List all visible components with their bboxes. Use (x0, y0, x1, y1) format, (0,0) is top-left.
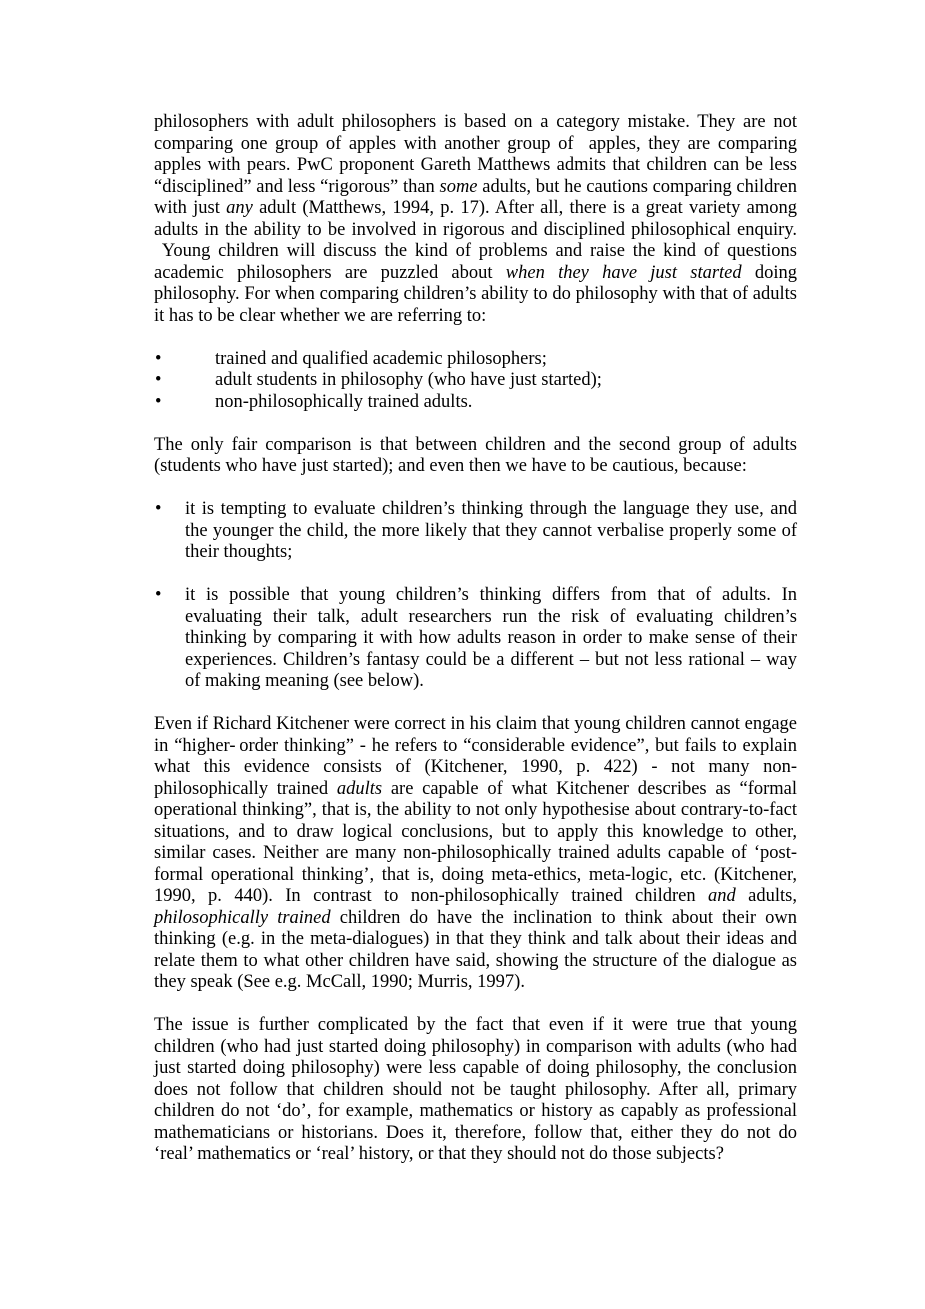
page-content (154, 112, 797, 1187)
list-item-text: it is possible that young children’s thinking differs from that of adults. In evaluating their talk, adult researchers run the risk of evaluating children’s thinking by comparing it with how adults reason in order to make sense of their experiences. Children’s fantasy could be a different – but not less rational – way of making meaning (see below). (185, 585, 797, 691)
list-item-text: non-philosophically trained adults. (215, 391, 473, 412)
list-item (154, 499, 797, 564)
list-item (154, 370, 797, 392)
text-run: children do have the inclination to think about their own thinking (e.g. in the meta-dialogues) in that they think and talk about their ideas and relate them to what other children have said, showing the structure of the dialogue as they speak (See e.g. McCall, 1990; Murris, 1997). (154, 907, 798, 992)
text-run: Even if Richard Kitchener were correct in his claim that young children cannot engage in “higher- order thinking” - he refers to “considerable evidence”, but fails to explain what this evidence consists of (Kitchener, 1990, p. 422) - not many non-philosophically trained (154, 714, 797, 799)
text-run: are capable of what Kitchener describes as “formal operational thinking”, that is, the ability to not only hypothesise about contrary-to-fact situations, and to draw logical conclusions, but to apply this knowledge to other, similar cases. Neither are many non-philosophically trained adults capable of ‘post-formal operational thinking’, that is, doing meta-ethics, meta-logic, etc. (Kitchener, 1990, p. 440). In contrast to non-philosophically trained children (154, 778, 797, 906)
bullet-icon: • (155, 499, 162, 519)
list-item-text: adult students in philosophy (who have just started); (215, 370, 602, 390)
bullet-icon: • (155, 391, 162, 412)
paragraph-continuation (154, 112, 797, 327)
italic-text-run: any (226, 198, 253, 218)
italic-text-run: some (439, 176, 478, 197)
text-run: doing philosophy. For when comparing children’s ability to do philosophy with that of adults it has to be clear whether we are referring to: (154, 262, 798, 326)
list-item (154, 585, 797, 693)
bullet-list-cautions (154, 499, 797, 693)
italic-text-run: and (708, 886, 736, 906)
bullet-icon: • (155, 348, 162, 369)
text-run: adults, but he cautions comparing children with just (154, 176, 798, 218)
paragraph-kitchener (154, 714, 797, 994)
list-item-text: trained and qualified academic philosophers; (215, 348, 547, 369)
italic-text-run: philosophically trained (154, 907, 331, 928)
list-item-text: it is tempting to evaluate children’s thinking through the language they use, and the younger the child, the more likely that they cannot verbalise properly some of their thoughts; (185, 499, 797, 562)
italic-text-run: adults (336, 778, 383, 799)
paragraph-fair-comparison: The only fair comparison is that between children and the second group of adults (students who have just started); and even then we have to be cautious, because: (154, 434, 797, 476)
list-item (154, 392, 797, 414)
text-run: adult (Matthews, 1994, p. 17). After all, there is a great variety among adults in the ability to be involved in rigorous and disciplined philosophical enquiry. Young children will discuss the kind of problems and raise the kind of questions academic philosophers are puzzled about (154, 198, 797, 283)
italic-text-run: when they have just started (505, 262, 742, 283)
bullet-icon: • (155, 585, 162, 605)
paragraph-conclusion: The issue is further complicated by the fact that even if it were true that young children (who had just started doing philosophy) in comparison with adults (who had just started doing philosophy) were less capable of doing philosophy, the conclusion does not follow that children should not be taught philosophy. After all, primary children do not ‘do’, for example, mathematics or history as capably as professional mathematicians or historians. Does it, therefore, follow that, either they do not do ‘real’ mathematics or ‘real’ history, or that they should not do those subjects? (154, 1015, 797, 1164)
list-item (154, 349, 797, 371)
bullet-list-adult-groups (154, 349, 797, 414)
text-run: adults, (735, 886, 797, 906)
bullet-icon: • (155, 370, 162, 390)
text-run: philosophers with adult philosophers is based on a category mistake. They are not comparing one group of apples with another group of apples, they are comparing apples with pears. PwC proponent Gareth Matthews admits that children can be less “disciplined” and less “rigorous” than (154, 112, 797, 197)
